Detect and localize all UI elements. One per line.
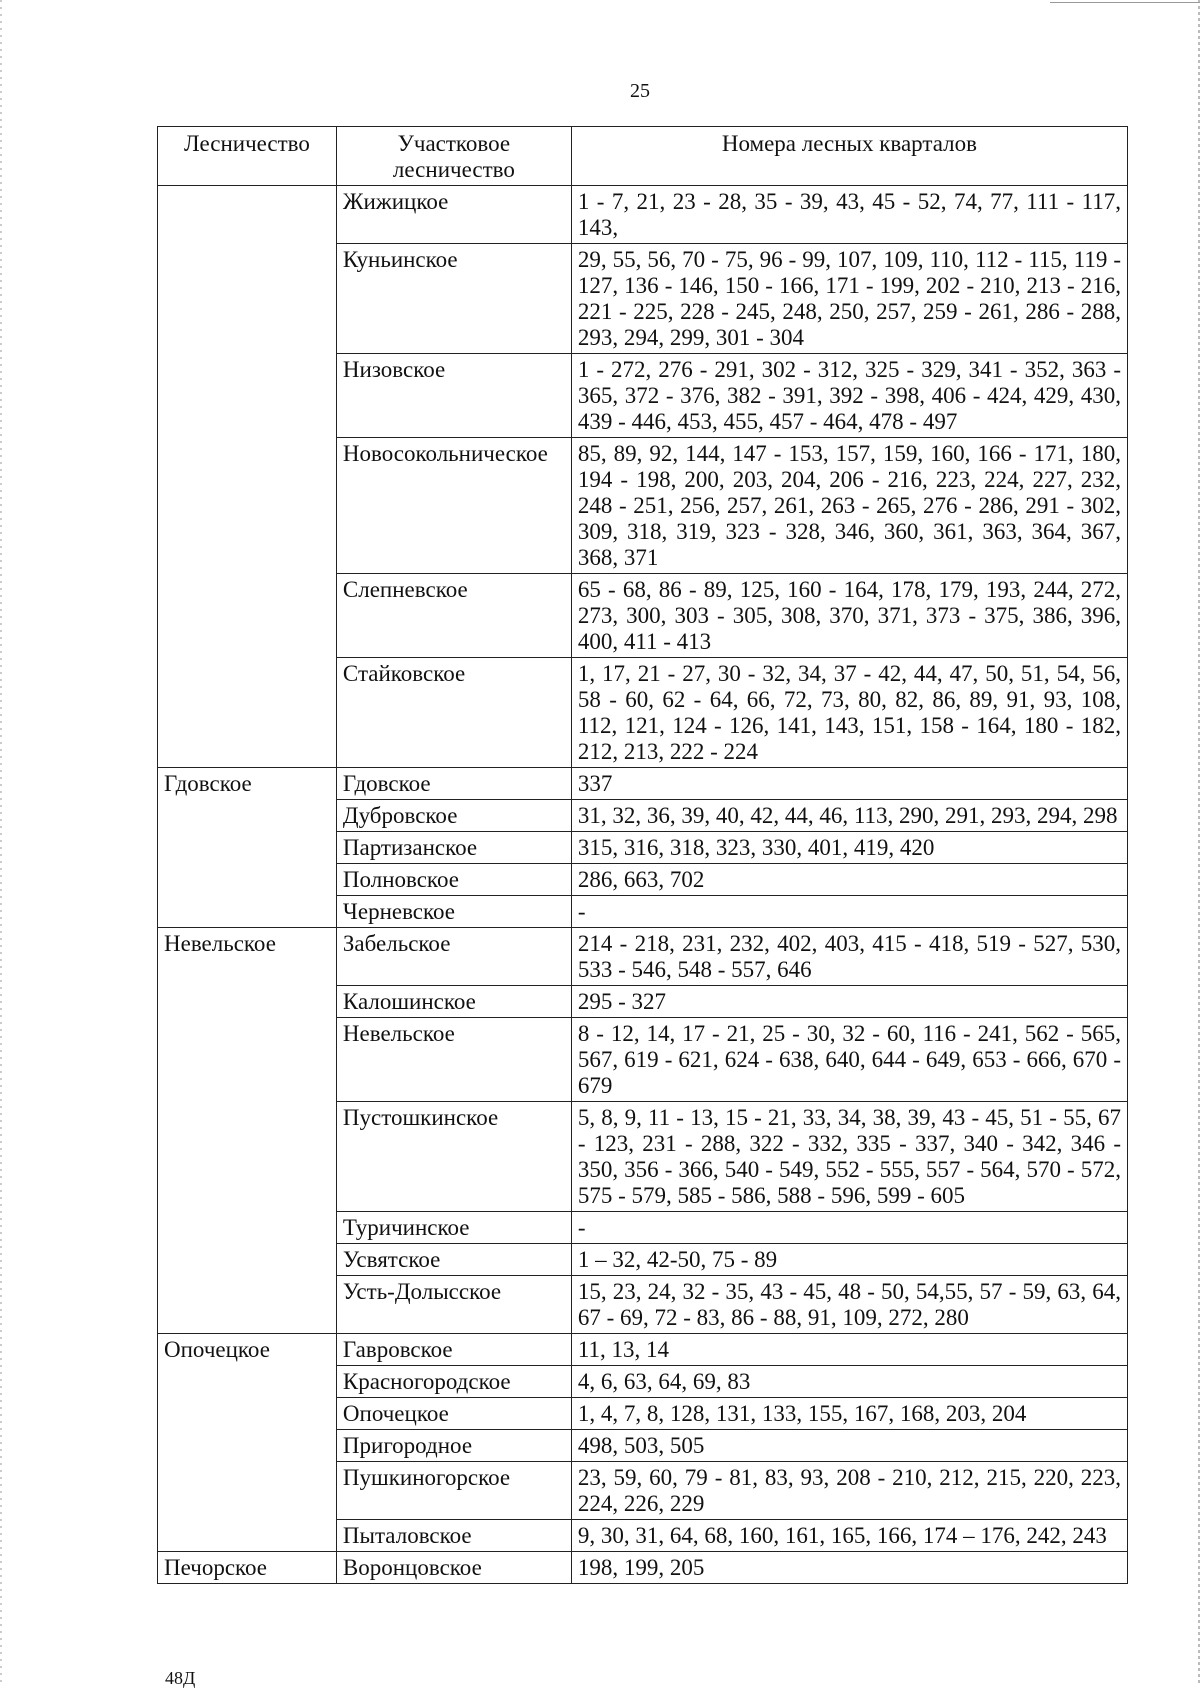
quarters-cell: 1 – 32, 42-50, 75 - 89 [571, 1244, 1127, 1276]
quarters-cell: 1, 4, 7, 8, 128, 131, 133, 155, 167, 168, 203, 204 [571, 1398, 1127, 1430]
quarters-cell: 214 - 218, 231, 232, 402, 403, 415 - 418, 519 - 527, 530, 533 - 546, 548 - 557, 646 [571, 928, 1127, 986]
district-cell: Гдовское [336, 768, 571, 800]
district-cell: Куньинское [336, 244, 571, 354]
table-body [158, 186, 1128, 1584]
forestry-cell: Гдовское [158, 768, 337, 928]
forestry-cell [158, 186, 337, 768]
scan-edge-left [0, 0, 2, 1686]
table-header-row [158, 127, 1128, 186]
quarters-cell: - [571, 1212, 1127, 1244]
district-cell: Жижицкое [336, 186, 571, 244]
quarters-cell: 295 - 327 [571, 986, 1127, 1018]
table-row [158, 186, 1128, 244]
district-cell: Опочецкое [336, 1398, 571, 1430]
district-cell: Полновское [336, 864, 571, 896]
forestry-cell: Невельское [158, 928, 337, 1334]
table-row [158, 1334, 1128, 1366]
quarters-cell: 15, 23, 24, 32 - 35, 43 - 45, 48 - 50, 54,55, 57 - 59, 63, 64, 67 - 69, 72 - 83, 86 - 88, 91, 109, 272, 280 [571, 1276, 1127, 1334]
header-district: Участковое лесничество [336, 127, 571, 186]
quarters-cell: 498, 503, 505 [571, 1430, 1127, 1462]
quarters-cell: 337 [571, 768, 1127, 800]
quarters-cell: 4, 6, 63, 64, 69, 83 [571, 1366, 1127, 1398]
quarters-cell: 8 - 12, 14, 17 - 21, 25 - 30, 32 - 60, 116 - 241, 562 - 565, 567, 619 - 621, 624 - 638, 640, 644 - 649, 653 - 666, 670 - 679 [571, 1018, 1127, 1102]
footer-mark: 48Д [165, 1668, 196, 1688]
district-cell: Дубровское [336, 800, 571, 832]
table-row [158, 768, 1128, 800]
scan-top-line [1050, 2, 1200, 3]
quarters-cell: 85, 89, 92, 144, 147 - 153, 157, 159, 160, 166 - 171, 180, 194 - 198, 200, 203, 204, 206 - 216, 223, 224, 227, 232, 248 - 251, 256, 257, 261, 263 - 265, 276 - 286, 291 - 302, 309, 318, 319, 323 - 328, 346, 360, 361, 363, 364, 367, 368, 371 [571, 438, 1127, 574]
page-number: 25 [630, 80, 650, 102]
district-cell: Пушкиногорское [336, 1462, 571, 1520]
district-cell: Слепневское [336, 574, 571, 658]
forest-quarters-table [157, 126, 1128, 1584]
district-cell: Красногородское [336, 1366, 571, 1398]
district-cell: Калошинское [336, 986, 571, 1018]
table-row [158, 1552, 1128, 1584]
header-quarters: Номера лесных кварталов [571, 127, 1127, 186]
district-cell: Низовское [336, 354, 571, 438]
quarters-cell: 9, 30, 31, 64, 68, 160, 161, 165, 166, 174 – 176, 242, 243 [571, 1520, 1127, 1552]
district-cell: Усвятское [336, 1244, 571, 1276]
quarters-cell: 198, 199, 205 [571, 1552, 1127, 1584]
quarters-cell: 23, 59, 60, 79 - 81, 83, 93, 208 - 210, 212, 215, 220, 223, 224, 226, 229 [571, 1462, 1127, 1520]
quarters-cell: 315, 316, 318, 323, 330, 401, 419, 420 [571, 832, 1127, 864]
district-cell: Туричинское [336, 1212, 571, 1244]
table-row [158, 928, 1128, 986]
district-cell: Стайковское [336, 658, 571, 768]
district-cell: Партизанское [336, 832, 571, 864]
district-cell: Новосокольническое [336, 438, 571, 574]
forestry-cell: Печорское [158, 1552, 337, 1584]
quarters-cell: 29, 55, 56, 70 - 75, 96 - 99, 107, 109, 110, 112 - 115, 119 - 127, 136 - 146, 150 - 166, 171 - 199, 202 - 210, 213 - 216, 221 - 225, 228 - 245, 248, 250, 257, 259 - 261, 286 - 288, 293, 294, 299, 301 - 304 [571, 244, 1127, 354]
quarters-cell: 11, 13, 14 [571, 1334, 1127, 1366]
district-cell: Воронцовское [336, 1552, 571, 1584]
district-cell: Пригородное [336, 1430, 571, 1462]
quarters-cell: 31, 32, 36, 39, 40, 42, 44, 46, 113, 290, 291, 293, 294, 298 [571, 800, 1127, 832]
quarters-cell: 1, 17, 21 - 27, 30 - 32, 34, 37 - 42, 44, 47, 50, 51, 54, 56, 58 - 60, 62 - 64, 66, 72, 73, 80, 82, 86, 89, 91, 93, 108, 112, 121, 124 - 126, 141, 143, 151, 158 - 164, 180 - 182, 212, 213, 222 - 224 [571, 658, 1127, 768]
district-cell: Невельское [336, 1018, 571, 1102]
header-forestry: Лесничество [158, 127, 337, 186]
district-cell: Пыталовское [336, 1520, 571, 1552]
quarters-cell: 1 - 7, 21, 23 - 28, 35 - 39, 43, 45 - 52, 74, 77, 111 - 117, 143, [571, 186, 1127, 244]
district-cell: Забельское [336, 928, 571, 986]
forestry-cell: Опочецкое [158, 1334, 337, 1552]
district-cell: Черневское [336, 896, 571, 928]
district-cell: Пустошкинское [336, 1102, 571, 1212]
district-cell: Гавровское [336, 1334, 571, 1366]
quarters-cell: 1 - 272, 276 - 291, 302 - 312, 325 - 329, 341 - 352, 363 - 365, 372 - 376, 382 - 391, 392 - 398, 406 - 424, 429, 430, 439 - 446, 453, 455, 457 - 464, 478 - 497 [571, 354, 1127, 438]
district-cell: Усть-Долысское [336, 1276, 571, 1334]
quarters-cell: 286, 663, 702 [571, 864, 1127, 896]
quarters-cell: - [571, 896, 1127, 928]
quarters-cell: 5, 8, 9, 11 - 13, 15 - 21, 33, 34, 38, 39, 43 - 45, 51 - 55, 67 - 123, 231 - 288, 322 - 332, 335 - 337, 340 - 342, 346 - 350, 356 - 366, 540 - 549, 552 - 555, 557 - 564, 570 - 572, 575 - 579, 585 - 586, 588 - 596, 599 - 605 [571, 1102, 1127, 1212]
quarters-cell: 65 - 68, 86 - 89, 125, 160 - 164, 178, 179, 193, 244, 272, 273, 300, 303 - 305, 308, 370, 371, 373 - 375, 386, 396, 400, 411 - 413 [571, 574, 1127, 658]
